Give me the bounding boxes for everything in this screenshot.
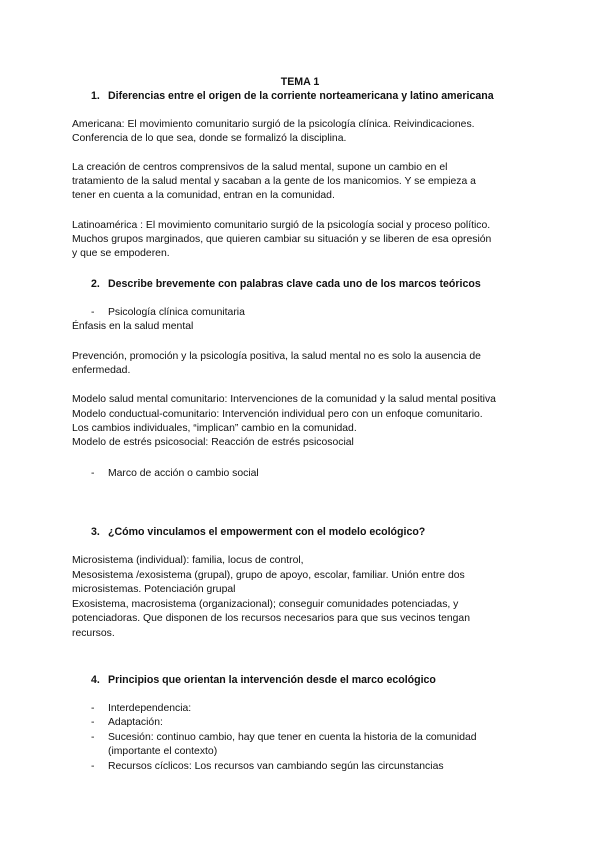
paragraph-line: potenciadoras. Que disponen de los recursos necesarios para que sus vecinos tengan <box>72 613 470 624</box>
bullet-text: Recursos cíclicos: Los recursos van cambiando según las circunstancias <box>108 761 444 772</box>
bullet-dash: - <box>91 732 95 743</box>
paragraph-line: Énfasis en la salud mental <box>72 321 194 332</box>
bullet-text: Psicología clínica comunitaria <box>108 307 245 318</box>
paragraph-line: tratamiento de la salud mental y sacaban a la gente de los manicomios. Y se empieza a <box>72 176 476 187</box>
bullet-dash: - <box>91 703 95 714</box>
bullet-dash: - <box>91 307 95 318</box>
section-1-number: 1. <box>91 90 100 102</box>
section-1-heading: Diferencias entre el origen de la corriente norteamericana y latino americana <box>108 90 494 102</box>
paragraph-line: Exosistema, macrosistema (organizacional); conseguir comunidades potenciadas, y <box>72 599 459 610</box>
bullet-text: Sucesión: continuo cambio, hay que tener en cuenta la historia de la comunidad <box>108 732 477 743</box>
paragraph-line: Conferencia de lo que sea, donde se formalizó la disciplina. <box>72 133 347 144</box>
paragraph-line: Microsistema (individual): familia, locus de control, <box>72 555 304 566</box>
paragraph-line: enfermedad. <box>72 365 131 376</box>
bullet-text: Marco de acción o cambio social <box>108 468 259 479</box>
section-2-heading: Describe brevemente con palabras clave cada uno de los marcos teóricos <box>108 278 481 290</box>
bullet-dash: - <box>91 717 95 728</box>
paragraph-line: tener en cuenta a la comunidad, entran en la comunidad. <box>72 190 335 201</box>
paragraph-line: Americana: El movimiento comunitario surgió de la psicología clínica. Reivindicaciones. <box>72 119 475 130</box>
paragraph-line: Latinoamérica : El movimiento comunitario surgió de la psicología social y proceso político. <box>72 220 491 231</box>
section-4-heading: Principios que orientan la intervención desde el marco ecológico <box>108 674 436 686</box>
paragraph-line: Modelo de estrés psicosocial: Reacción de estrés psicosocial <box>72 437 354 448</box>
bullet-text-continued: (importante el contexto) <box>108 746 218 757</box>
section-3-number: 3. <box>91 526 100 538</box>
section-4-number: 4. <box>91 674 100 686</box>
paragraph-line: Muchos grupos marginados, que quieren cambiar su situación y se liberen de esa opresión <box>72 234 492 245</box>
bullet-dash: - <box>91 761 95 772</box>
page-title: TEMA 1 <box>280 76 320 88</box>
paragraph-line: Modelo salud mental comunitario: Intervenciones de la comunidad y la salud mental positiva <box>72 394 496 405</box>
bullet-dash: - <box>91 468 95 479</box>
bullet-text: Adaptación: <box>108 717 163 728</box>
paragraph-line: y que se empoderen. <box>72 248 170 259</box>
paragraph-line: Mesosistema /exosistema (grupal), grupo de apoyo, escolar, familiar. Unión entre dos <box>72 570 465 581</box>
bullet-text: Interdependencia: <box>108 703 192 714</box>
section-2-number: 2. <box>91 278 100 290</box>
section-3-heading: ¿Cómo vinculamos el empowerment con el modelo ecológico? <box>108 526 426 538</box>
paragraph-line: Prevención, promoción y la psicología positiva, la salud mental no es solo la ausencia de <box>72 351 481 362</box>
paragraph-line: Modelo conductual-comunitario: Intervención individual pero con un enfoque comunitario. <box>72 409 483 420</box>
paragraph-line: microsistemas. Potenciación grupal <box>72 584 236 595</box>
paragraph-line: recursos. <box>72 628 115 639</box>
paragraph-line: Los cambios individuales, “implican” cambio en la comunidad. <box>72 423 357 434</box>
paragraph-line: La creación de centros comprensivos de la salud mental, supone un cambio en el <box>72 162 448 173</box>
